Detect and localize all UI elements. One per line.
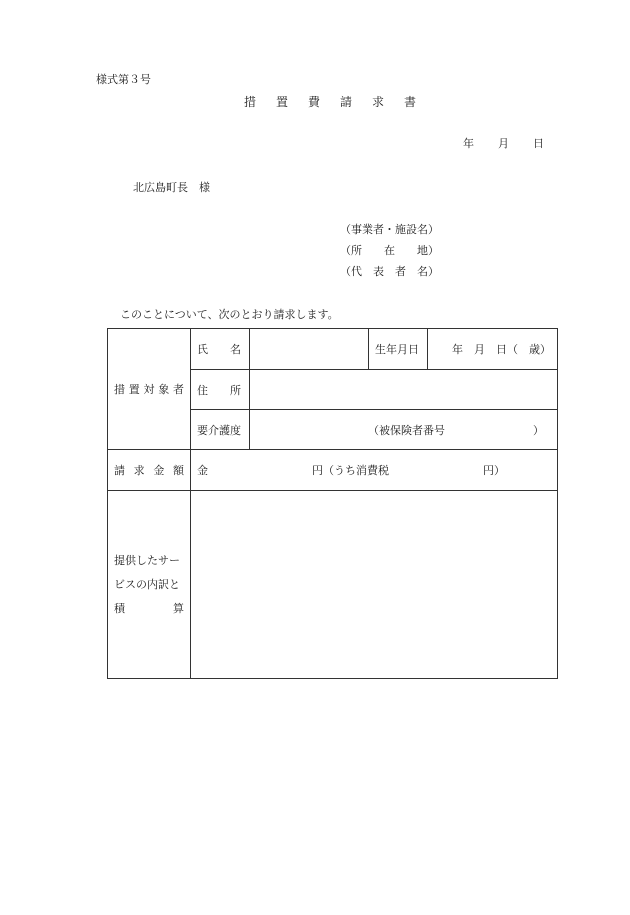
amount-tax-yen: 円） xyxy=(483,464,505,477)
addressee: 北広島町長 様 xyxy=(133,181,210,194)
services-label-line3: 積 算 xyxy=(114,601,184,615)
amount-field[interactable] xyxy=(191,450,558,491)
address-label: 住 所 xyxy=(191,370,250,410)
subject-label: 措置対象者 xyxy=(108,329,191,450)
amount-prefix: 金 xyxy=(197,464,208,477)
applicant-representative: （代 表 者 名） xyxy=(340,265,439,278)
birth-field[interactable]: 年 月 日（ 歳） xyxy=(428,329,558,370)
date-day: 日 xyxy=(533,137,544,150)
services-label xyxy=(108,491,191,679)
intro-text: このことについて、次のとおり請求します。 xyxy=(120,308,339,321)
name-label: 氏 名 xyxy=(191,329,250,370)
address-field[interactable] xyxy=(250,370,558,410)
birth-label: 生年月日 xyxy=(369,329,428,370)
services-field[interactable] xyxy=(191,491,558,679)
document-title: 措置費請求書 xyxy=(244,95,437,109)
date-line xyxy=(463,135,544,151)
amount-label: 請求金額 xyxy=(108,450,191,491)
applicant-business-name: （事業者・施設名） xyxy=(340,223,439,236)
services-label-line2: ビスの内訳と xyxy=(114,577,180,591)
services-label-line1: 提供したサー xyxy=(114,553,180,567)
date-year: 年 xyxy=(463,137,474,150)
amount-yen-text: 円（うち消費税 xyxy=(312,464,389,477)
applicant-address: （所 在 地） xyxy=(340,244,439,257)
insured-number-field[interactable]: （被保険者番号 ） xyxy=(250,410,558,450)
claim-table xyxy=(107,328,558,679)
form-number: 様式第３号 xyxy=(96,73,151,86)
care-level-label: 要介護度 xyxy=(191,410,250,450)
date-month: 月 xyxy=(498,137,509,150)
name-field[interactable] xyxy=(250,329,369,370)
